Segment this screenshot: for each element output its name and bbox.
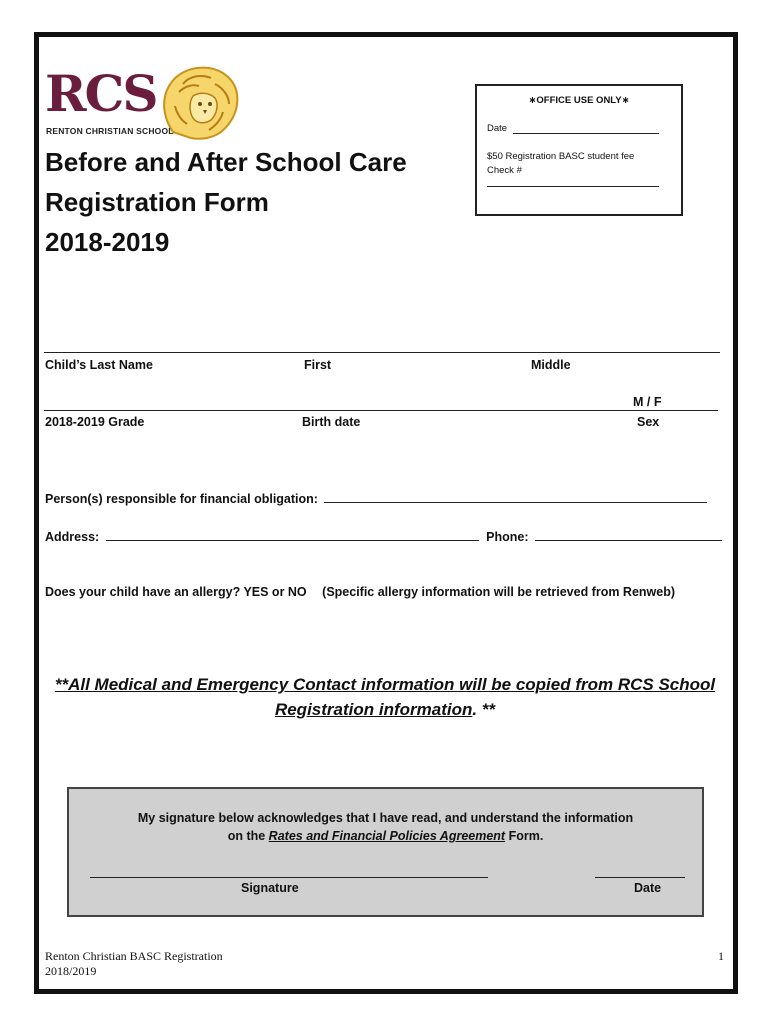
school-logo <box>45 62 195 140</box>
name-line[interactable] <box>44 352 720 353</box>
title-line-2: Registration Form <box>45 187 269 217</box>
acknowledgement-text <box>69 809 702 845</box>
office-check-line[interactable] <box>487 186 659 187</box>
notice-line-1: **All Medical and Emergency Contact information will be copied from RCS School <box>54 675 716 694</box>
office-date-label: Date <box>487 123 508 134</box>
page-number: 1 <box>718 949 724 963</box>
footer-line-2: 2018/2019 <box>45 964 97 978</box>
sex-options[interactable]: M / F <box>633 395 662 409</box>
financial-input-line[interactable] <box>324 490 707 503</box>
grade-birth-line[interactable] <box>44 410 718 411</box>
address-field <box>45 528 722 544</box>
logo-school-name: RENTON CHRISTIAN SCHOOL <box>46 126 174 136</box>
financial-label: Person(s) responsible for financial obligation: <box>45 492 318 506</box>
acknowledgement-line-1: My signature below acknowledges that I have read, and understand the information <box>137 811 634 825</box>
signature-date-label: Date <box>634 881 662 895</box>
notice-line-2-tail: . ** <box>472 700 496 719</box>
office-fee-label: $50 Registration BASC student fee <box>487 151 635 162</box>
middle-name-label: Middle <box>531 358 571 372</box>
date-line[interactable] <box>595 877 685 878</box>
financial-field <box>45 490 707 506</box>
allergy-label: Does your child have an allergy? YES or NO <box>45 585 307 599</box>
signature-line[interactable] <box>90 877 488 878</box>
sex-label: Sex <box>637 415 660 429</box>
medical-info-notice <box>44 672 726 722</box>
footer-line-1: Renton Christian BASC Registration <box>45 949 223 963</box>
allergy-question[interactable] <box>45 585 675 599</box>
signature-label: Signature <box>241 881 299 895</box>
acknowledgement-line-2-post: Form. <box>505 829 544 843</box>
phone-input-line[interactable] <box>535 528 722 541</box>
address-input-line[interactable] <box>106 528 479 541</box>
birth-date-label: Birth date <box>302 415 361 429</box>
grade-label: 2018-2019 Grade <box>45 415 145 429</box>
first-name-label: First <box>304 358 332 372</box>
office-date-line[interactable] <box>513 123 659 134</box>
allergy-note: (Specific allergy information will be retrieved from Renweb) <box>322 585 676 599</box>
office-date-field[interactable] <box>487 123 659 134</box>
phone-label: Phone: <box>486 530 529 544</box>
office-use-box <box>475 84 683 216</box>
notice-line-2: Registration information <box>274 700 473 719</box>
form-title <box>45 142 407 262</box>
signature-box <box>67 787 704 917</box>
footer <box>45 949 223 979</box>
agreement-link: Rates and Financial Policies Agreement <box>268 829 506 843</box>
logo-letters: RCS <box>45 64 157 123</box>
office-use-heading: ∗OFFICE USE ONLY∗ <box>528 95 630 106</box>
office-check-label: Check # <box>487 165 522 176</box>
title-line-1: Before and After School Care <box>45 147 407 177</box>
title-line-3: 2018-2019 <box>45 227 170 257</box>
last-name-label: Child’s Last Name <box>45 358 153 372</box>
address-label: Address: <box>45 530 100 544</box>
acknowledgement-line-2-pre: on the <box>227 829 269 843</box>
